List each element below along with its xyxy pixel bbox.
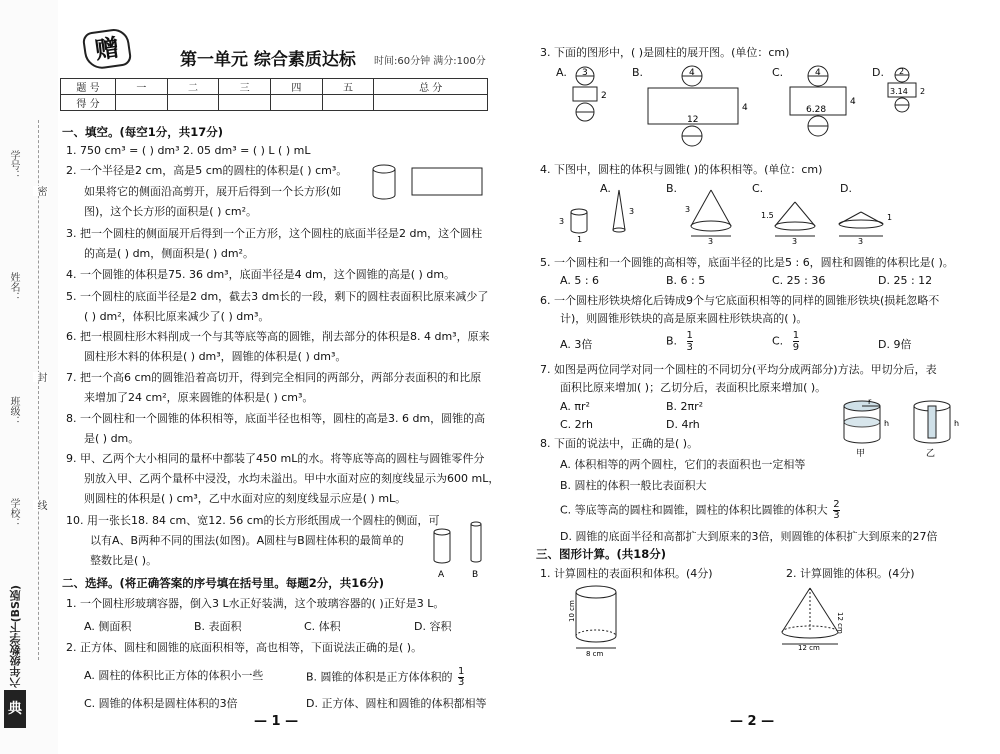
score-input-cell[interactable]: [322, 95, 374, 111]
question-2-line2: 如果将它的侧面沿高剪开，展开后得到一个长方形(如: [84, 185, 342, 198]
choice-4-option-d[interactable]: D.: [840, 182, 852, 195]
choice-2-option-b[interactable]: [306, 667, 464, 688]
choice-2-option-c[interactable]: C. 圆锥的体积是圆柱体积的3倍: [84, 697, 238, 710]
dashed-binding-line: [38, 120, 40, 660]
section-choice-heading: 二、选择。(将正确答案的序号填在括号里。每题2分，共16分): [62, 576, 385, 590]
jia-r-label: r: [868, 397, 872, 406]
d-base-label: 3: [858, 237, 864, 246]
question-8-line2: 是( ) dm。: [84, 432, 140, 445]
question-10-line3: 整数比是( )。: [90, 554, 158, 567]
question-7-line1: 7. 把一个高6 cm的圆锥沿着高切开，得到完全相同的两部分，两部分表面积的和比原: [66, 371, 482, 384]
b-height-label: 3: [685, 205, 691, 214]
school-label: 学校：: [8, 498, 19, 528]
question-6-line1: 6. 把一根圆柱形木料削成一个与其等底等高的圆锥，削去部分的体积是8. 4 dm³，原来: [66, 330, 490, 343]
fraction: [458, 667, 464, 688]
choice-2-option-a[interactable]: A. 圆柱的体积比正方体的体积小一些: [84, 669, 264, 682]
choice-5-option-c[interactable]: C. 25 : 36: [772, 274, 826, 287]
choice-4: 4. 下图中，圆柱的体积与圆锥( )的体积相等。(单位：cm): [540, 163, 823, 176]
question-5-line2: ( ) dm²，体积比原来减少了( ) dm³。: [84, 310, 270, 323]
question-9-line3: 则圆柱的体积是( ) cm³，乙中水面对应的刻度线显示应是( ) mL。: [84, 492, 407, 505]
choice-3-option-a[interactable]: A.: [556, 66, 567, 79]
score-cell: 得 分: [61, 95, 116, 111]
score-cell: 总 分: [374, 79, 488, 95]
time-score-info: 时间:60分钟 满分:100分: [374, 56, 486, 67]
score-input-cell[interactable]: [116, 95, 168, 111]
b-bottom-label: 12: [687, 115, 699, 125]
q10-label-b: B: [472, 570, 479, 580]
choice-7-option-d[interactable]: D. 4rh: [666, 418, 700, 431]
fraction: [793, 330, 799, 353]
jia-label: 甲: [856, 449, 866, 459]
d-top-label: 2: [899, 67, 905, 76]
q2-cylinder-rectangle-figure: [370, 164, 485, 204]
cyl-label-3: 3: [559, 217, 565, 226]
choice-6-option-c-label: C.: [772, 334, 784, 348]
choice-6-option-b-label: B.: [666, 334, 678, 348]
choice-3: 3. 下面的图形中，( )是圆柱的展开图。(单位：cm): [540, 46, 790, 59]
b-top-label: 4: [689, 68, 695, 78]
c-bottom-label: 6.28: [806, 105, 827, 115]
geometry-question-1: 1. 计算圆柱的表面积和体积。(4分): [540, 567, 713, 580]
choice-4-figures: [559, 186, 895, 246]
score-cell: 五: [322, 79, 374, 95]
fraction-denominator: 3: [686, 342, 693, 353]
choice-1-option-c[interactable]: C. 体积: [304, 620, 341, 633]
q10-cylinders-figure: [430, 520, 490, 582]
score-table-score-row: [61, 95, 488, 111]
question-10-line1: 10. 用一张长18. 84 cm、宽12. 56 cm的长方形纸围成一个圆柱的侧面，可: [66, 514, 440, 527]
choice-6-option-c[interactable]: [772, 330, 799, 353]
d-bottom-label: 3.14: [890, 87, 908, 96]
score-input-cell[interactable]: [374, 95, 488, 111]
question-3-line2: 的高是( ) dm，侧面积是( ) dm²。: [84, 247, 254, 260]
choice-7-line2: 面积比原来增加( )；乙切分后，表面积比原来增加( )。: [560, 381, 827, 394]
score-input-cell[interactable]: [271, 95, 323, 111]
geometry-question-2: 2. 计算圆锥的体积。(4分): [786, 567, 915, 580]
fraction: [833, 500, 839, 521]
page-title: 第一单元 综合素质达标: [180, 50, 356, 70]
choice-7-option-b[interactable]: B. 2πr²: [666, 400, 704, 413]
c-height-label: 1.5: [761, 211, 774, 220]
spine-title: 六年级数学下(BS版): [9, 585, 22, 689]
choice-2-option-d[interactable]: D. 正方体、圆柱和圆锥的体积都相等: [306, 697, 487, 710]
choice-8-option-a[interactable]: A. 体积相等的两个圆柱，它们的表面积也一定相等: [560, 458, 806, 471]
choice-3-nets-figure: [560, 66, 980, 154]
fraction-numerator: 1: [458, 666, 465, 677]
section-fill-in-heading: 一、填空。(每空1分，共17分): [62, 125, 224, 139]
choice-2-option-b-text: B. 圆锥的体积是正方体体积的: [306, 670, 453, 684]
class-label: 班级：: [8, 396, 19, 426]
gift-badge: 赠: [82, 27, 133, 71]
question-2-line1: 2. 一个半径是2 cm，高是5 cm的圆柱的体积是( ) cm³。: [66, 164, 348, 177]
choice-3-option-b[interactable]: B.: [632, 66, 644, 79]
b-side-label: 4: [742, 103, 748, 113]
choice-5-option-d[interactable]: D. 25 : 12: [878, 274, 933, 287]
choice-4-option-b[interactable]: B.: [666, 182, 678, 195]
cylinder-height-label: 10 cm: [568, 600, 576, 622]
yi-label: 乙: [926, 449, 936, 459]
cylinder-diameter-label: 8 cm: [586, 650, 604, 658]
cone-height-label: 12 cm: [836, 612, 844, 634]
c-base-label: 3: [792, 237, 798, 246]
choice-8-option-b[interactable]: B. 圆柱的体积一般比表面积大: [560, 479, 707, 492]
choice-2: 2. 正方体、圆柱和圆锥的底面积相等，高也相等，下面说法正确的是( )。: [66, 641, 423, 654]
score-input-cell[interactable]: [219, 95, 271, 111]
choice-7-cut-cylinders-figure: [840, 398, 970, 460]
page-number-2: — 2 —: [730, 714, 775, 729]
seal-char-mi: 密: [35, 186, 46, 196]
name-label: 姓名：: [8, 272, 19, 302]
choice-8-option-c[interactable]: [560, 500, 840, 521]
choice-1: 1. 一个圆柱形玻璃容器，倒入3 L水正好装满，这个玻璃容器的( )正好是3 L。: [66, 597, 445, 610]
choice-5: 5. 一个圆柱和一个圆锥的高相等，底面半径的比是5 : 6，圆柱和圆锥的体积比是( )。: [540, 256, 954, 269]
d-side-label: 2: [920, 87, 926, 96]
choice-8: 8. 下面的说法中，正确的是( )。: [540, 437, 699, 450]
choice-1-option-b[interactable]: B. 表面积: [194, 620, 242, 633]
student-number-label: 学号：: [8, 150, 19, 180]
publisher-logo: 典: [4, 690, 26, 728]
section-geometry-heading: 三、图形计算。(共18分): [536, 547, 667, 561]
choice-6-line1: 6. 一个圆柱形铁块熔化后铸成9个与它底面积相等的同样的圆锥形铁块(损耗忽略不: [540, 294, 940, 307]
score-cell: 二: [167, 79, 219, 95]
question-9-line1: 9. 甲、乙两个大小相同的量杯中都装了450 mL的水。将等底等高的圆柱与圆锥零件分: [66, 452, 485, 465]
c-side-label: 4: [850, 97, 856, 107]
seal-char-xian: 线: [35, 500, 46, 510]
choice-4-option-c[interactable]: C.: [752, 182, 764, 195]
score-cell: 一: [116, 79, 168, 95]
question-4: 4. 一个圆锥的体积是75. 36 dm³，底面半径是4 dm，这个圆锥的高是( ) dm。: [66, 268, 456, 281]
fraction-numerator: 1: [686, 330, 693, 341]
fraction: [687, 330, 693, 353]
question-8-line1: 8. 一个圆柱和一个圆锥的体积相等，底面半径也相等，圆柱的高是3. 6 dm，圆锥的高: [66, 412, 486, 425]
choice-7-option-a[interactable]: A. πr²: [560, 400, 590, 413]
choice-3-option-c[interactable]: C.: [772, 66, 784, 79]
score-input-cell[interactable]: [167, 95, 219, 111]
page-number-1: — 1 —: [254, 714, 299, 729]
question-6-line2: 圆柱形木料的体积是( ) dm³，圆锥的体积是( ) dm³。: [84, 350, 347, 363]
fraction-denominator: 3: [458, 677, 465, 688]
fraction-numerator: 2: [833, 499, 840, 510]
choice-6-line2: 计)，则圆锥形铁块的高是原来圆柱形铁块高的( )。: [560, 312, 808, 325]
question-5-line1: 5. 一个圆柱的底面半径是2 dm，截去3 dm长的一段，剩下的圆柱表面积比原来减少了: [66, 290, 489, 303]
choice-6-option-b[interactable]: [666, 330, 693, 353]
q10-label-a: A: [438, 570, 445, 580]
question-9-line2: 别放入甲、乙两个量杯中浸没，水均未溢出。甲中水面对应的刻度线显示为600 mL，: [84, 472, 500, 485]
b-base-label: 3: [708, 237, 714, 246]
seal-char-feng: 封: [35, 372, 46, 382]
question-10-line2: 以有A、B两种不同的围法(如图)。A圆柱与B圆柱体积的最简单的: [90, 534, 404, 547]
choice-3-option-d[interactable]: D.: [872, 66, 884, 79]
score-cell: 题 号: [61, 79, 116, 95]
choice-1-option-d[interactable]: D. 容积: [414, 620, 452, 633]
score-table: [60, 78, 488, 111]
choice-5-option-b[interactable]: B. 6 : 5: [666, 274, 706, 287]
score-cell: 三: [219, 79, 271, 95]
c-top-label: 4: [815, 68, 821, 78]
question-1: 1. 750 cm³ = ( ) dm³ 2. 05 dm³ = ( ) L ( ) mL: [66, 144, 311, 157]
a-side-label: 2: [601, 91, 607, 101]
geometry-cone-figure: [770, 584, 860, 650]
a-height-label: 3: [629, 207, 635, 216]
jia-h-label: h: [884, 419, 890, 428]
cone-diameter-label: 12 cm: [798, 644, 820, 652]
yi-h-label: h: [954, 419, 960, 428]
fraction-denominator: 3: [833, 510, 840, 521]
fraction-numerator: 1: [792, 330, 800, 341]
question-3-line1: 3. 把一个圆柱的侧面展开后得到一个正方形，这个圆柱的底面半径是2 dm，这个圆柱: [66, 227, 483, 240]
cyl-label-1: 1: [577, 235, 583, 244]
geometry-cylinder-figure: [556, 584, 636, 656]
choice-7-line1: 7. 如图是两位同学对同一个圆柱的不同切分(平均分成两部分)方法。甲切分后，表: [540, 363, 937, 376]
d-height-label: 1: [887, 213, 893, 222]
question-2-line3: 图)，这个长方形的面积是( ) cm²。: [84, 205, 258, 218]
choice-8-option-d[interactable]: D. 圆锥的底面半径和高都扩大到原来的3倍，则圆锥的体积扩大到原来的27倍: [560, 530, 938, 543]
score-cell: 四: [271, 79, 323, 95]
choice-7-option-c[interactable]: C. 2rh: [560, 418, 593, 431]
choice-6-option-d[interactable]: D. 9倍: [878, 338, 912, 351]
score-table-header-row: [61, 79, 488, 95]
choice-8-option-c-text: C. 等底等高的圆柱和圆锥，圆柱的体积比圆锥的体积大: [560, 503, 828, 517]
choice-4-option-a[interactable]: A.: [600, 182, 611, 195]
choice-6-option-a[interactable]: A. 3倍: [560, 338, 593, 351]
choice-1-option-a[interactable]: A. 侧面积: [84, 620, 132, 633]
choice-5-option-a[interactable]: A. 5 : 6: [560, 274, 600, 287]
question-7-line2: 来增加了24 cm²，原来圆锥的体积是( ) cm³。: [84, 391, 314, 404]
fraction-denominator: 9: [792, 342, 800, 353]
a-top-label: 3: [582, 68, 588, 78]
